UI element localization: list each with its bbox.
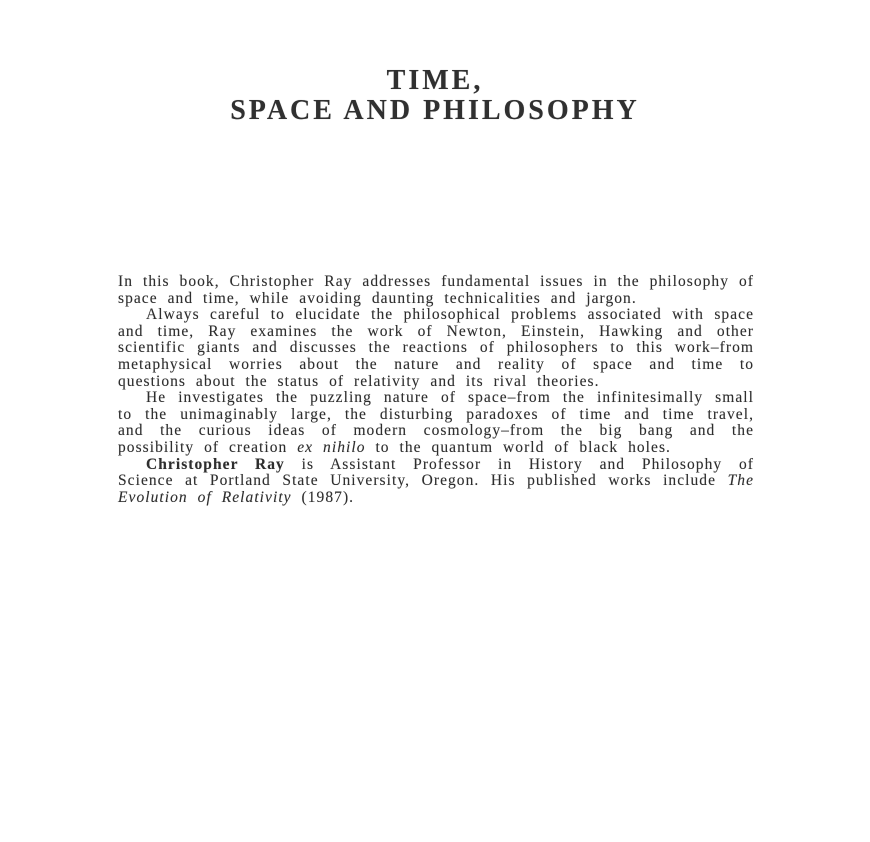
book-title-line-2: SPACE AND PHILOSOPHY xyxy=(230,95,640,126)
text-segment-italic-ex-nihilo: ex nihilo xyxy=(297,438,366,456)
blurb-paragraph-4-author-bio xyxy=(118,457,754,507)
text-segment: to the quantum world of black holes. xyxy=(365,438,671,456)
book-title xyxy=(0,66,870,126)
blurb-paragraph-1 xyxy=(118,274,754,307)
book-blurb xyxy=(118,274,754,506)
text-segment: (1987). xyxy=(291,488,355,506)
book-title-line-1: TIME, xyxy=(386,65,484,96)
text-segment: Always careful to elucidate the philosophical problems associated with space and time, Ray examines the work of Newton, Einstein, Hawking and other scientific giants and discusses the reactions of philosophers to this work–from metaphysical worries about the nature and reality of space and time to questions about the status of relativity and its rival theories. xyxy=(118,306,754,390)
text-segment: is Assistant Professor in History and Philosophy of Science at Portland State University, Oregon. His published works include xyxy=(118,455,754,490)
blurb-paragraph-2 xyxy=(118,307,754,390)
text-segment: In this book, Christopher Ray addresses fundamental issues in the philosophy of space and time, while avoiding daunting technicalities and jargon. xyxy=(118,273,754,307)
text-segment-italic-book-title: The Evolution of Relativity xyxy=(118,472,754,506)
blurb-paragraph-3 xyxy=(118,390,754,456)
text-segment: He investigates the puzzling nature of space–from the infinitesimally small to the unimaginably large, the disturbing paradoxes of time and time travel, and the curious ideas of modern cosmology–from the big bang and the possibility of creation xyxy=(118,389,754,456)
text-segment-bold-author-name: Christopher Ray xyxy=(146,455,285,473)
